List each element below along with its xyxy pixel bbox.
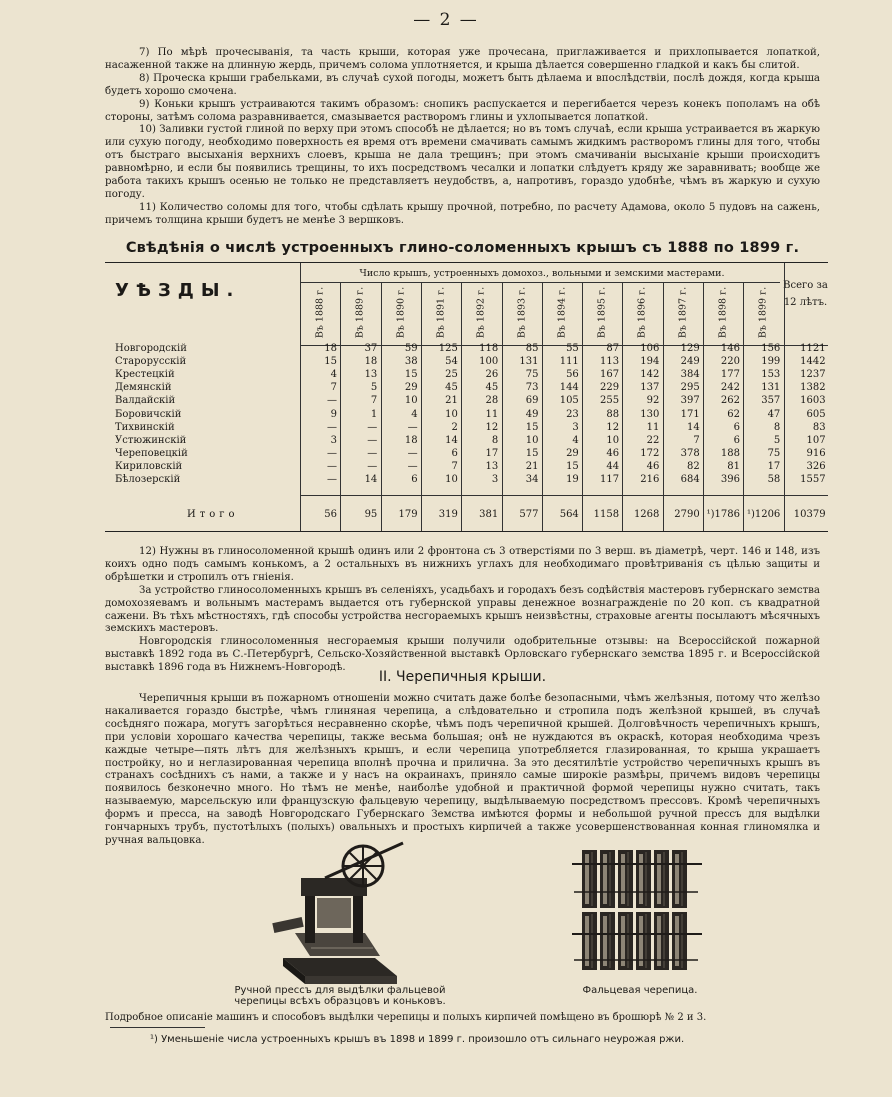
table-cell: 15 — [525, 447, 539, 459]
year-header — [473, 285, 489, 345]
table-cell: 15 — [404, 369, 418, 381]
table-cell: 34 — [525, 474, 539, 485]
tile-shape — [675, 916, 679, 966]
year-header-label: Въ 1888 г. — [314, 286, 326, 339]
totals-top-rule — [300, 495, 828, 496]
year-header-label: Въ 1896 г. — [636, 286, 648, 339]
table-cell: 47 — [767, 408, 781, 420]
table-cell: 21 — [445, 395, 458, 407]
table-cell: 171 — [680, 408, 700, 420]
table-cell: — — [407, 447, 418, 459]
row-total-cell: 1121 — [800, 343, 826, 354]
year-header — [634, 285, 650, 345]
table-cell: 384 — [680, 369, 700, 381]
district-name: Старорусскій — [115, 356, 187, 368]
table-cell: — — [367, 447, 378, 459]
table-cell: 2 — [451, 421, 458, 433]
table-cell: 684 — [680, 474, 700, 485]
row-total-cell: 107 — [806, 434, 826, 446]
year-header — [715, 285, 731, 345]
table-cell: 378 — [680, 447, 700, 459]
table-cell: 146 — [720, 343, 740, 354]
column-rule — [582, 282, 583, 531]
table-cell: 188 — [720, 447, 740, 459]
table-cell: 3 — [491, 474, 499, 485]
table-cell: 131 — [761, 382, 781, 394]
table-cell: 11 — [485, 408, 499, 420]
table-cell: 1 — [370, 408, 378, 420]
table-cell: 19 — [566, 474, 579, 485]
table-cell: 105 — [559, 395, 579, 407]
table-cell: 25 — [445, 369, 458, 381]
year-header — [393, 285, 409, 345]
table-cell: 100 — [479, 356, 499, 368]
district-name: Тихвинскій — [115, 421, 175, 433]
tile-shape — [600, 850, 615, 908]
year-header — [755, 285, 771, 345]
table-cell: 15 — [525, 421, 539, 433]
table-cell: 3 — [572, 421, 579, 433]
district-column-header: УѢЗДЫ. — [115, 280, 241, 301]
footnote-separator — [110, 1027, 205, 1028]
table-cell: 28 — [485, 395, 499, 407]
table-cell: — — [367, 421, 378, 433]
tile-shape — [654, 912, 669, 970]
table-cell: 194 — [640, 356, 660, 368]
section-title: II. Черепичныя крыши. — [378, 669, 547, 685]
year-header — [554, 285, 570, 345]
table-cell: 5 — [370, 382, 378, 394]
paragraph-12: 12) Нужны въ глиносоломенной крышѣ одинъ или 2 фронтона съ 3 отверстіями по 3 верш. въ діаметрѣ, черт. 146 и 148, изъ коихъ одно подъ самымъ конькомъ, а 2 остальныхъ въ нижнихъ углахъ для необходимаго провѣтриванія съ цѣлью защиты и обрѣшетки и стропилъ отъ гніенія. — [105, 546, 820, 583]
row-total-cell: 605 — [806, 408, 826, 420]
table-cell: 242 — [720, 382, 740, 394]
column-rule — [381, 282, 382, 531]
tile-shape — [672, 850, 687, 908]
table-cell: 75 — [525, 369, 539, 381]
row-total-cell: 326 — [806, 460, 826, 472]
table-cell: 137 — [640, 382, 660, 394]
table-cell: 15 — [566, 460, 579, 472]
row-total-cell: 1237 — [800, 369, 826, 381]
table-cell: 5 — [773, 434, 781, 446]
column-rule — [461, 282, 462, 531]
tile-shape — [582, 850, 597, 908]
table-cell: 85 — [525, 343, 539, 354]
tile-shape — [585, 854, 589, 904]
table-cell: 7 — [693, 434, 700, 446]
year-header — [514, 285, 530, 345]
table-cell: 92 — [646, 395, 660, 407]
table-cell: 73 — [525, 382, 539, 394]
table-cell: 262 — [720, 395, 740, 407]
district-name: Кириловскій — [115, 460, 183, 472]
table-cell: 75 — [767, 447, 781, 459]
table-cell: 295 — [680, 382, 700, 394]
table-cell: 88 — [606, 408, 620, 420]
totals-label: Итого — [187, 509, 239, 520]
table-cell: 118 — [479, 343, 499, 354]
paragraph-11: 11) Количество соломы для того, чтобы сдѣлать крышу прочной, потребно, по расчету Адамова, около 5 пудовъ на сажень, причемъ толщина крыши будетъ не менѣе 3 вершковъ. — [105, 201, 820, 226]
top-paragraphs — [105, 47, 820, 228]
tile-shape — [636, 850, 651, 908]
table-cell: 4 — [330, 369, 337, 381]
table-cell: 10 — [404, 395, 418, 407]
tile-shape — [618, 912, 633, 970]
table-cell: 8 — [773, 421, 781, 433]
district-name: Крестецкій — [115, 369, 175, 381]
row-total-cell: 916 — [806, 447, 826, 459]
page-number: — 2 — — [413, 10, 479, 30]
table-cell: 7 — [330, 382, 337, 394]
total-cell: 179 — [398, 509, 418, 520]
year-header-label: Въ 1899 г. — [757, 286, 769, 339]
tile-shape — [636, 912, 651, 970]
row-total-cell: 1557 — [800, 474, 826, 485]
table-cell: 17 — [767, 460, 781, 472]
tile-shape — [639, 916, 643, 966]
table-cell: — — [327, 474, 337, 485]
table-cell: 397 — [680, 395, 700, 407]
press-caption-line-1: Ручной прессъ для выдѣлки фальцевой — [234, 985, 446, 996]
table-cell: 22 — [646, 434, 660, 446]
table-cell: 18 — [364, 356, 378, 368]
tile-shape — [621, 854, 625, 904]
table-cell: 44 — [606, 460, 620, 472]
press-caption — [210, 985, 470, 1007]
year-header-label: Въ 1891 г. — [435, 286, 447, 339]
table-cell: 12 — [606, 421, 620, 433]
paragraph-awards: Новгородскія глиносоломенныя несгораемыя крыши получили одобрительные отзывы: на Всероссійской пожарной выставкѣ 1892 года въ С.-Петербургѣ, Сельско-Хозяйственной выставкѣ Орловскаго губернскаго земства 1895 г. и Всероссійской выставкѣ 1896 года въ Нижнемъ-Новгородѣ. — [105, 636, 820, 674]
column-rule — [784, 263, 785, 531]
table-cell: 4 — [411, 408, 418, 420]
brochure-reference: Подробное описаніе машинъ и способовъ выдѣлки черепицы и полыхъ кирпичей помѣщено въ брошюрѣ № 2 и 3. — [105, 1012, 707, 1023]
row-total-cell: 1442 — [800, 356, 826, 368]
table-cell: 357 — [761, 395, 781, 407]
table-cell: 117 — [600, 474, 620, 485]
year-header — [312, 285, 328, 345]
tile-shape — [600, 912, 615, 970]
tile-shape — [582, 912, 597, 970]
table-cell: 113 — [600, 356, 620, 368]
total-cell: 56 — [324, 509, 337, 520]
tile-shape — [639, 854, 643, 904]
table-cell: 69 — [525, 395, 539, 407]
total-column-header — [783, 277, 828, 311]
table-cell: 6 — [733, 421, 740, 433]
table-cell: 45 — [445, 382, 458, 394]
total-cell: 1158 — [593, 509, 620, 520]
year-header-label: Въ 1898 г. — [717, 286, 729, 339]
table-cell: 81 — [727, 460, 740, 472]
table-cell: 125 — [438, 343, 458, 354]
table-cell: 220 — [720, 356, 740, 368]
district-name: Валдайскій — [115, 395, 176, 407]
group-header: Число крышъ, устроенныхъ домохоз., вольными и земскими мастерами. — [359, 268, 725, 279]
table-cell: 59 — [404, 343, 418, 354]
table-cell: 46 — [606, 447, 620, 459]
year-header — [594, 285, 610, 345]
table-cell: 18 — [324, 343, 337, 354]
year-header-label: Въ 1895 г. — [596, 286, 608, 339]
table-cell: — — [367, 460, 378, 472]
paragraph-payment: За устройство глиносоломенныхъ крышъ въ селеніяхъ, усадьбахъ и городахъ безъ содѣйствія мастеровъ губернскаго земства домохозяевамъ и вольнымъ мастерамъ выдается отъ губернской управы денежное вознагражденіе по 20 коп. съ квадратной сажени. Въ тѣхъ мѣстностяхъ, гдѣ способы устройства несгораемыхъ крышъ неизвѣстны, страховые агенты посылаютъ мѣсячныхъ земскихъ мастеровъ. — [105, 584, 820, 635]
table-cell: 12 — [485, 421, 499, 433]
year-header-label: Въ 1892 г. — [475, 286, 487, 339]
tiles-caption: Фальцевая черепица. — [582, 985, 698, 996]
table-cell: 18 — [404, 434, 418, 446]
tile-shape — [603, 854, 607, 904]
year-header — [433, 285, 449, 345]
table-cell: 87 — [606, 343, 620, 354]
total-cell: 577 — [519, 509, 539, 520]
table-cell: 13 — [485, 460, 499, 472]
column-rule — [743, 282, 744, 531]
table-cell: — — [327, 395, 337, 407]
paragraph-tiles: Черепичныя крыши въ пожарномъ отношеніи можно считать даже болѣе безопасными, чѣмъ желѣзныя, потому что желѣзо накаливается гораздо быстрѣе, чѣмъ глиняная черепица, а слѣдовательно и стропила подъ желѣзной крышей, въ случаѣ сосѣдняго пожара, могутъ загорѣться несравненно скорѣе, чѣмъ подъ черепичной крышей. Долговѣчность черепичныхъ крышъ, при условіи хорошаго качества черепицы, также весьма большая; онѣ не нуждаются въ окраскѣ, которая необходима чрезъ каждые четыре—пять лѣтъ для желѣзныхъ крышъ, и если черепица употребляется глазированная, то крыша украшаетъ постройку, но и неглазированная черепица вполнѣ прочна и прилична. За это десятилѣтіе устройство черепичныхъ крышъ въ странахъ сосѣднихъ съ нами, а также и у насъ на окраинахъ, приняло самые широкіе размѣры, причемъ видовъ черепицы появилось безконечно много. Но тѣмъ не менѣе, наиболѣе удобной и практичной формой черепицы нужно считать, такъ называемую, марсельскую или французскую фальцевую черепицу, выдѣлываемую посредствомъ прессовъ. Кромѣ черепичныхъ формъ и пресса, на заводѣ Новгородскаго Губернскаго Земства имѣются формы и небольшой ручной прессъ для выдѣлки гончарныхъ трубъ, пустотѣлыхъ (полыхъ) овальныхъ и простыхъ кирпичей а также усовершенствованная конная глиномялка и ручная вальцовка. — [105, 693, 820, 846]
total-cell: ¹)1206 — [746, 509, 781, 520]
table-cell: — — [327, 460, 337, 472]
tile-shape — [585, 916, 589, 966]
table-title: Свѣдѣнія о числѣ устроенныхъ глино-соломенныхъ крышъ съ 1888 по 1899 г. — [125, 240, 800, 256]
press-caption-line-2: черепицы всѣхъ образцовъ и коньковъ. — [234, 996, 446, 1007]
table-cell: 23 — [566, 408, 579, 420]
table-cell: 26 — [485, 369, 499, 381]
table-cell: 131 — [519, 356, 539, 368]
group-header-rule — [300, 282, 780, 283]
total-cell: 319 — [438, 509, 458, 520]
table-cell: 62 — [727, 408, 740, 420]
table-cell: 9 — [330, 408, 337, 420]
table-cell: 111 — [559, 356, 579, 368]
total-cell: 381 — [479, 509, 499, 520]
table-cell: 153 — [761, 369, 781, 381]
table-cell: 6 — [411, 474, 418, 485]
table-cell: 14 — [364, 474, 378, 485]
grand-total-cell: 10379 — [793, 509, 826, 520]
table-cell: 38 — [404, 356, 418, 368]
table-cell: 199 — [761, 356, 781, 368]
table-cell: 6 — [451, 447, 458, 459]
paragraph-8: 8) Проческа крыши грабельками, въ случаѣ сухой погоды, можетъ быть дѣлаема и впослѣдствіи, послѣ дождя, когда крыша будетъ хорошо смочена. — [105, 72, 820, 97]
table-cell: 216 — [640, 474, 660, 485]
district-name: Устюжинскій — [115, 434, 187, 446]
table-cell: 156 — [761, 343, 781, 354]
table-cell: 54 — [445, 356, 458, 368]
year-header-label: Въ 1893 г. — [516, 286, 527, 339]
table-cell: 396 — [720, 474, 740, 485]
row-total-cell: 83 — [812, 421, 826, 433]
tile-shape — [618, 850, 633, 908]
table-cell: 14 — [445, 434, 458, 446]
paragraph-9: 9) Коньки крышъ устраиваются такимъ образомъ: снопикъ распускается и перегибается черезъ конекъ пополамъ на обѣ стороны, затѣмъ солома разравнивается, смазывается растворомъ глины и ухлопывается лопаткой. — [105, 98, 820, 123]
table-cell: 45 — [485, 382, 499, 394]
table-cell: 58 — [767, 474, 781, 485]
row-total-cell: 1603 — [800, 395, 826, 407]
table-cell: 11 — [646, 421, 660, 433]
table-cell: 13 — [364, 369, 378, 381]
total-cell: 95 — [364, 509, 378, 520]
district-name: Череповецкій — [115, 447, 188, 459]
tile-shape — [621, 916, 625, 966]
year-header — [352, 285, 368, 345]
year-header — [675, 285, 691, 345]
table-cell: 29 — [404, 382, 418, 394]
total-cell: 2790 — [674, 509, 700, 520]
table-cell: 8 — [491, 434, 499, 446]
table-cell: 129 — [680, 343, 700, 354]
middle-paragraphs — [105, 546, 820, 675]
column-rule — [542, 282, 543, 531]
table-cell: 10 — [606, 434, 620, 446]
total-header-line-1: Всего за — [783, 280, 828, 291]
table-cell: 21 — [525, 460, 539, 472]
year-header-label: Въ 1890 г. — [395, 286, 407, 339]
table-cell: 177 — [720, 369, 740, 381]
table-cell: 10 — [445, 408, 458, 420]
table-cell: 172 — [640, 447, 660, 459]
tile-shape — [657, 854, 661, 904]
table-cell: — — [407, 421, 418, 433]
interlocking-tiles-illustration — [572, 842, 702, 977]
table-cell: 6 — [733, 434, 740, 446]
table-cell: 7 — [370, 395, 378, 407]
total-cell: 1268 — [633, 509, 660, 520]
table-cell: 7 — [451, 460, 458, 472]
tiles-section — [105, 693, 820, 848]
table-cell: 229 — [600, 382, 620, 394]
year-header-label: Въ 1894 г. — [556, 286, 568, 339]
tile-shape — [672, 912, 687, 970]
table-cell: — — [327, 447, 337, 459]
paragraph-7: 7) По мѣрѣ прочесыванія, та часть крыши, которая уже прочесана, приглаживается и прихлопывается лопаткой, насаженной также на длинную жердь, причемъ солома уплотняется, и крыша дѣлается совершенно гладкой и какъ бы слитой. — [105, 47, 820, 71]
table-cell: 82 — [686, 460, 700, 472]
roofs-table — [105, 262, 828, 532]
table-cell: 142 — [640, 369, 660, 381]
table-cell: 37 — [364, 343, 378, 354]
district-name: Новгородскій — [115, 343, 187, 354]
year-header-label: Въ 1897 г. — [677, 286, 689, 339]
table-cell: 46 — [646, 460, 660, 472]
district-name: Бѣлозерскій — [115, 474, 181, 485]
table-cell: 130 — [640, 408, 660, 420]
district-name: Демянскій — [115, 382, 172, 394]
table-cell: 3 — [330, 434, 337, 446]
table-cell: 17 — [485, 447, 499, 459]
paragraph-10: 10) Заливки густой глиной по верху при этомъ способѣ не дѣлается; но въ томъ случаѣ, если крыша устраивается въ жаркую или сухую погоду, необходимо поверхность ея время отъ времени смачивать самымъ жидкимъ растворомъ глины для того, чтобы отъ быстраго высыханія верхнихъ слоевъ, крыша не дала трещинъ; при этомъ смачиваніи высыханіе крыши происходитъ равномѣрно, и если бы появились трещины, то ихъ посредствомъ чесалки и лопатки слѣдуетъ кряду же заравнивать; вообще же работа такихъ крышъ осенью не только не представляетъ неудобствъ, а, напротивъ, гораздо удобнѣе, чѣмъ въ жаркую и сухую погоду. — [105, 124, 820, 200]
tile-shape — [654, 850, 669, 908]
table-cell: 49 — [525, 408, 539, 420]
table-cell: 14 — [686, 421, 700, 433]
district-name: Боровичскій — [115, 408, 182, 420]
table-cell: — — [367, 434, 378, 446]
table-cell: 167 — [600, 369, 620, 381]
column-rule — [502, 282, 503, 531]
row-total-cell: 1382 — [800, 382, 826, 394]
table-cell: 144 — [559, 382, 579, 394]
table-cell: 10 — [445, 474, 458, 485]
table-cell: 255 — [600, 395, 620, 407]
tile-shape — [603, 916, 607, 966]
table-cell: 29 — [566, 447, 579, 459]
table-cell: — — [327, 421, 337, 433]
total-header-line-2: 12 лѣтъ. — [783, 297, 828, 308]
column-rule — [663, 282, 664, 531]
total-cell: 564 — [559, 509, 579, 520]
year-header-label: Въ 1889 г. — [354, 286, 366, 339]
column-rule — [421, 282, 422, 531]
table-cell: 10 — [525, 434, 539, 446]
column-rule — [622, 282, 623, 531]
column-rule — [340, 282, 341, 531]
hand-press-illustration — [265, 838, 410, 988]
table-cell: — — [407, 460, 418, 472]
table-cell: 56 — [566, 369, 579, 381]
total-cell: ¹)1786 — [706, 509, 740, 520]
table-cell: 4 — [572, 434, 579, 446]
tile-shape — [675, 854, 679, 904]
tile-shape — [657, 916, 661, 966]
footnote: ¹) Уменьшеніе числа устроенныхъ крышъ въ 1898 и 1899 г. произошло отъ сильнаго неурожая ржи. — [150, 1034, 685, 1045]
table-cell: 15 — [324, 356, 337, 368]
table-cell: 55 — [566, 343, 579, 354]
table-cell: 249 — [680, 356, 700, 368]
table-cell: 106 — [640, 343, 660, 354]
column-rule — [703, 282, 704, 531]
